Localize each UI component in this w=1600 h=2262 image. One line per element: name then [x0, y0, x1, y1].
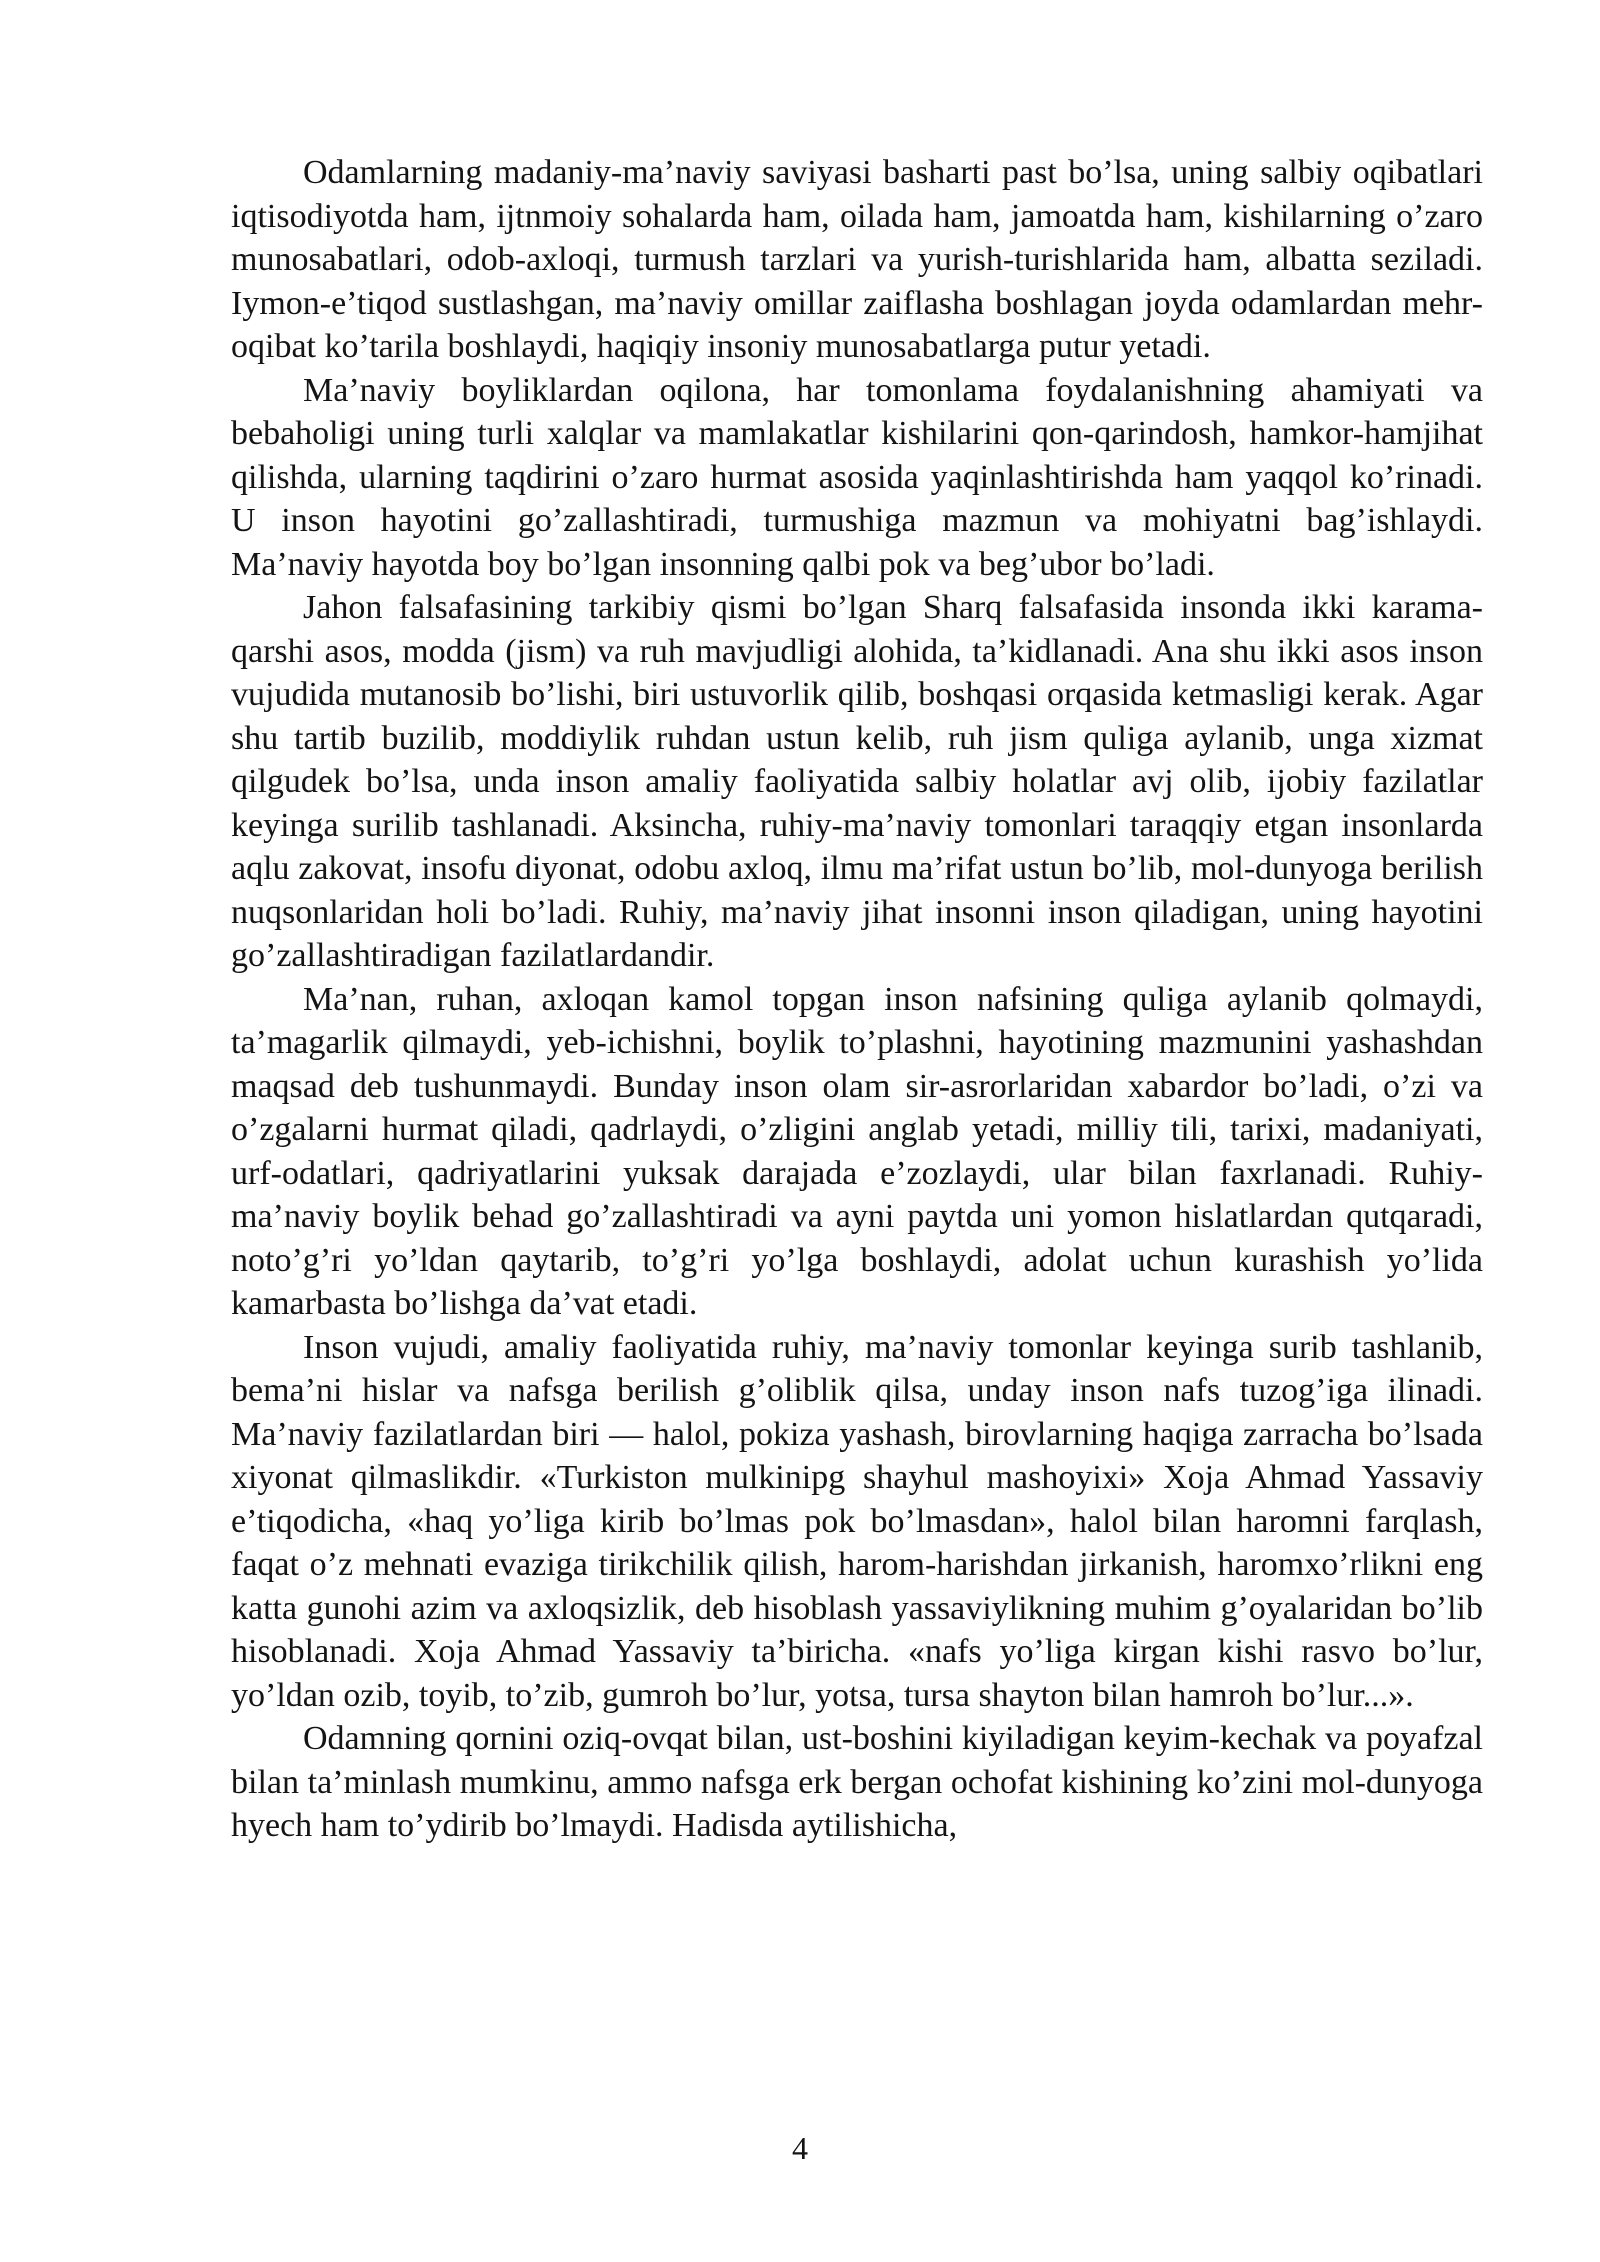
paragraph-3: Jahon falsafasining tarkibiy qismi bo’lgan Sharq falsafasida insonda ikki karama-qarshi asos, modda (jism) va ruh mavjudligi alohida, ta’kidlanadi. Ana shu ikki asos inson vujudida mutanosib bo’lishi, biri ustuvorlik qilib, boshqasi orqasida ketmasligi kerak. Agar shu tartib buzilib, moddiylik ruhdan ustun kelib, ruh jism quliga aylanib, unga xizmat qilgudek bo’lsa, unda inson amaliy faoliyatida salbiy holatlar avj olib, ijobiy fazilatlar keyinga surilib tashlanadi. Aksincha, ruhiy-ma’naviy tomonlari taraqqiy etgan insonlarda aqlu zakovat, insofu diyonat, odobu axloq, ilmu ma’rifat ustun bo’lib, mol-dunyoga berilish nuqsonlaridan holi bo’ladi. Ruhiy, ma’naviy jihat insonni inson qiladigan, uning hayotini go’zallashtiradigan fazilatlardandir. — [231, 589, 1483, 974]
text-body — [231, 151, 1483, 1848]
paragraph-6: Odamning qornini oziq-ovqat bilan, ust-boshini kiyiladigan keyim-kechak va poyafzal bilan ta’minlash mumkinu, ammo nafsga erk bergan ochofat kishining ko’zini mol-dunyoga hyech ham to’ydirib bo’lmaydi. Hadisda aytilishicha, — [231, 1720, 1483, 1844]
paragraph-4: Ma’nan, ruhan, axloqan kamol topgan inson nafsining quliga aylanib qolmaydi, ta’magarlik qilmaydi, yeb-ichishni, boylik to’plashni, hayotining mazmunini yashashdan maqsad deb tushunmaydi. Bunday inson olam sir-asrorlaridan xabardor bo’ladi, o’zi va o’zgalarni hurmat qiladi, qadrlaydi, o’zligini anglab yetadi, milliy tili, tarixi, madaniyati, urf-odatlari, qadriyatlarini yuksak darajada e’zozlaydi, ular bilan faxrlanadi. Ruhiy-ma’naviy boylik behad go’zallashtiradi va ayni paytda uni yomon hislatlardan qutqaradi, noto’g’ri yo’ldan qaytarib, to’g’ri yo’lga boshlaydi, adolat uchun kurashish yo’lida kamarbasta bo’lishga da’vat etadi. — [231, 980, 1483, 1322]
paragraph-2: Ma’naviy boyliklardan oqilona, har tomonlama foydalanishning ahamiyati va bebaholigi uning turli xalqlar va mamlakatlar kishilarini qon-qarindosh, hamkor-hamjihat qilishda, ularning taqdirini o’zaro hurmat asosida yaqinlashtirishda ham yaqqol ko’rinadi. U inson hayotini go’zallashtiradi, turmushiga mazmun va mohiyatni bag’ishlaydi. Ma’naviy hayotda boy bo’lgan insonning qalbi pok va beg’ubor bo’ladi. — [231, 371, 1483, 583]
page-number: 4 — [792, 2130, 808, 2166]
paragraph-5: Inson vujudi, amaliy faoliyatida ruhiy, ma’naviy tomonlar keyinga surib tashlanib, bema’ni hislar va nafsga berilish g’oliblik qilsa, unday inson nafs tuzog’iga ilinadi. Ma’naviy fazilatlardan biri — halol, pokiza yashash, birovlarning haqiga zarracha bo’lsada xiyonat qilmaslikdir. «Turkiston mulkinipg shayhul mashoyixi» Xoja Ahmad Yassaviy e’tiqodicha, «haq yo’liga kirib bo’lmas pok bo’lmasdan», halol bilan haromni farqlash, faqat o’z mehnati evaziga tirikchilik qilish, harom-harishdan jirkanish, haromxo’rlikni eng katta gunohi azim va axloqsizlik, deb hisoblash yassaviylikning muhim g’oyalaridan bo’lib hisoblanadi. Xoja Ahmad Yassaviy ta’biricha. «nafs yo’liga kirgan kishi rasvo bo’lur, yo’ldan ozib, toyib, to’zib, gumroh bo’lur, yotsa, tursa shayton bilan hamroh bo’lur...». — [231, 1328, 1483, 1714]
paragraph-1: Odamlarning madaniy-ma’naviy saviyasi basharti past bo’lsa, uning salbiy oqibatlari iqtisodiyotda ham, ijtnmoiy sohalarda ham, oilada ham, jamoatda ham, kishilarning o’zaro munosabatlari, odob-axloqi, turmush tarzlari va yurish-turishlarida ham, albatta seziladi. Iymon-e’tiqod sustlashgan, ma’naviy omillar zaiflasha boshlagan joyda odamlardan mehr-oqibat ko’tarila boshlaydi, haqiqiy insoniy munosabatlarga putur yetadi. — [231, 154, 1483, 365]
